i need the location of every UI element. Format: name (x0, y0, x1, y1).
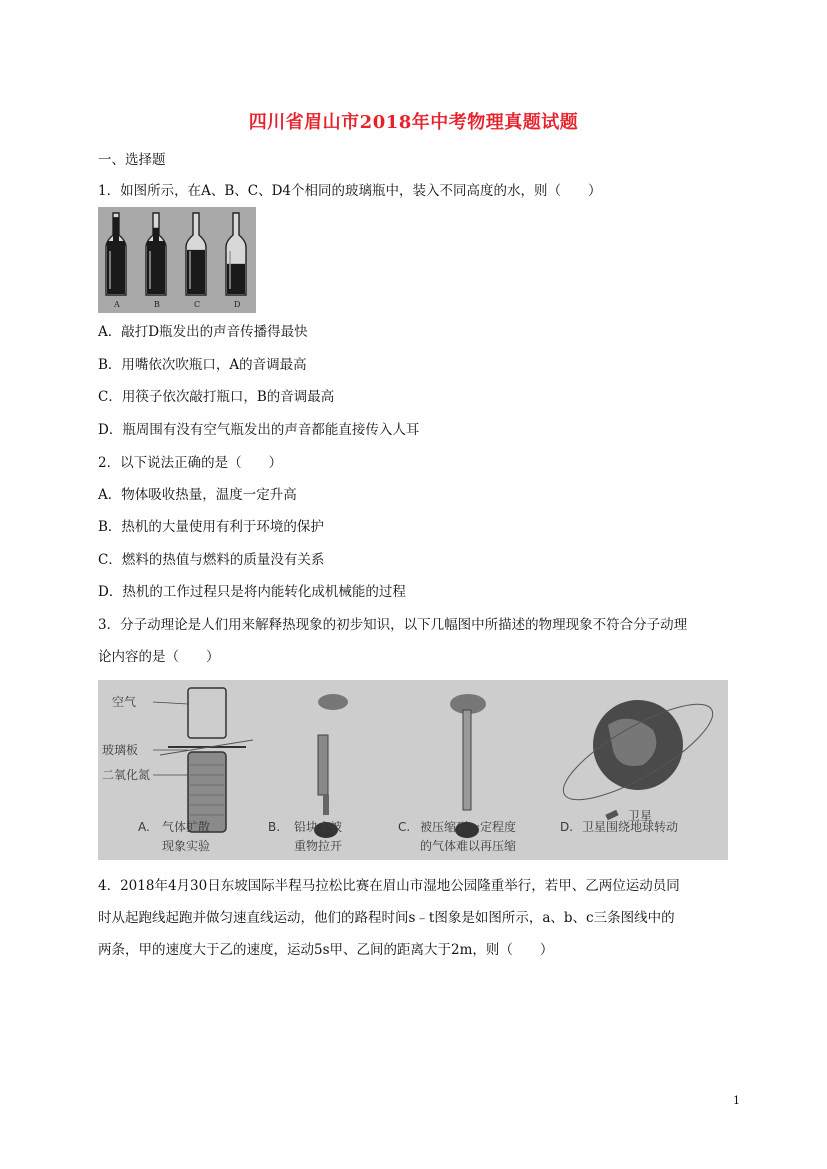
question-3-stem-line2: 论内容的是（ ） (98, 649, 220, 665)
bottle-label-b: B (154, 300, 160, 309)
bottle-a (106, 213, 126, 295)
page-title: 四川省眉山市2018年中考物理真题试题 (248, 112, 579, 133)
question-1-option-b: B．用嘴依次吹瓶口，A的音调最高 (98, 357, 307, 373)
label-satellite: 卫星 (628, 809, 653, 823)
section-heading: 一、选择题 (98, 152, 166, 168)
caption-c-letter: C. (398, 820, 411, 834)
caption-b-letter: B. (268, 820, 281, 834)
bottles-illustration (98, 207, 256, 313)
question-2-stem: 2．以下说法正确的是（ ） (98, 455, 283, 471)
question-1-option-a: A．敲打D瓶发出的声音传播得最快 (98, 324, 308, 340)
page-number: 1 (733, 1094, 740, 1107)
label-air: 空气 (112, 695, 137, 709)
question-2-option-c: C．燃料的热值与燃料的质量没有关系 (98, 552, 325, 568)
caption-a-letter: A. (138, 820, 150, 834)
molecular-theory-illustration (98, 680, 728, 860)
caption-c-line2: 的气体难以再压缩 (420, 839, 517, 853)
question-4-stem-line3: 两条，甲的速度大于乙的速度，运动5s甲、乙间的距离大于2m，则（ ） (98, 942, 554, 958)
question-1-option-d: D．瓶周围有没有空气瓶发出的声音都能直接传入人耳 (98, 422, 420, 438)
question-2-option-d: D．热机的工作过程只是将内能转化成机械能的过程 (98, 584, 406, 600)
bottle-b (146, 213, 166, 295)
bottle-c (186, 213, 206, 295)
caption-d-line1: 卫星围绕地球转动 (582, 820, 679, 834)
caption-a-line1: 气体扩散 (162, 820, 211, 834)
question-1-bottles-figure (98, 207, 256, 313)
bottle-label-d: D (234, 300, 241, 309)
question-2-option-b: B．热机的大量使用有利于环境的保护 (98, 519, 324, 535)
bottle-label-a: A (114, 300, 120, 309)
label-no2: 二氧化氮 (102, 768, 151, 782)
question-3-stem-line1: 3．分子动理论是人们用来解释热现象的初步知识，以下几幅图中所描述的物理现象不符合分子动理 (98, 617, 688, 633)
caption-d-letter: D. (560, 820, 574, 834)
question-1-stem: 1．如图所示，在A、B、C、D4个相同的玻璃瓶中，装入不同高度的水，则（ ） (98, 183, 602, 199)
question-3-figure (98, 680, 728, 860)
question-2-option-a: A．物体吸收热量，温度一定升高 (98, 487, 297, 503)
bottle-d (226, 213, 246, 295)
caption-a-line2: 现象实验 (162, 839, 211, 853)
caption-c-line1: 被压缩到一定程度 (420, 820, 517, 834)
question-4-stem-line2: 时从起跑线起跑并做匀速直线运动，他们的路程时间s﹣t图象是如图所示，a、b、c三条图线中的 (98, 910, 675, 926)
question-4-stem-line1: 4．2018年4月30日东坡国际半程马拉松比赛在眉山市湿地公园隆重举行，若甲、乙两位运动员同 (98, 878, 680, 894)
caption-b-line2: 重物拉开 (294, 839, 343, 853)
caption-b-line1: 铅块未被 (294, 820, 343, 834)
bottle-label-c: C (194, 300, 201, 309)
question-1-option-c: C．用筷子依次敲打瓶口，B的音调最高 (98, 389, 335, 405)
label-glass-plate: 玻璃板 (102, 743, 139, 757)
